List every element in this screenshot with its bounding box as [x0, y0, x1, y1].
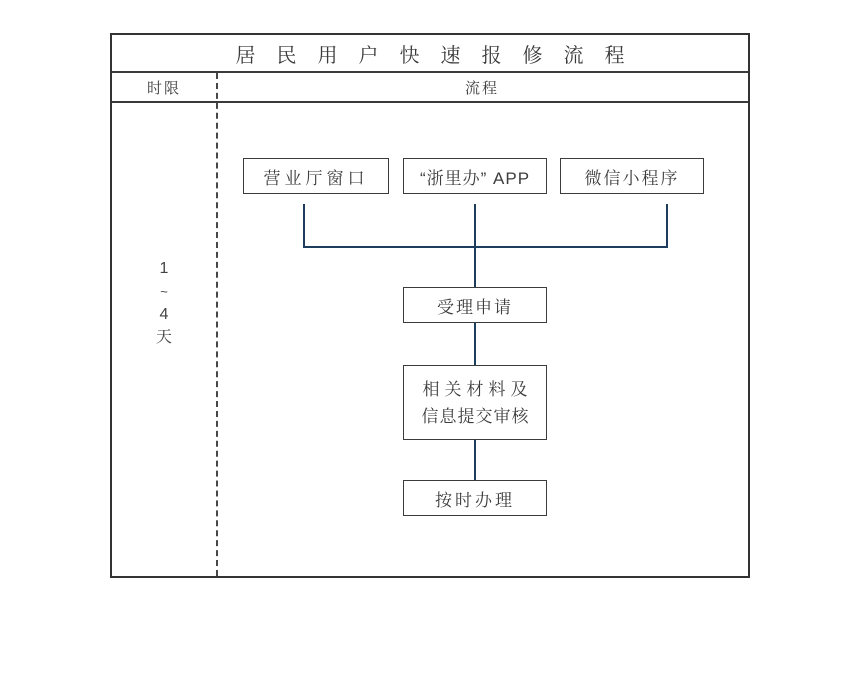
column-header-process: 流程 — [464, 79, 499, 97]
time-limit-value — [112, 257, 216, 349]
channel-box-wechat-miniprogram: 微信小程序 — [560, 158, 704, 194]
time-limit-tilde: ~ — [160, 284, 168, 299]
column-divider-dashed-line — [216, 73, 218, 576]
connector-stub-business-hall — [303, 204, 305, 248]
connector-stub-zheliban-app — [474, 204, 476, 248]
connector-to-timely — [474, 440, 476, 480]
time-limit-line-1: 1 — [159, 260, 169, 277]
title-row — [112, 35, 748, 73]
time-limit-line-4: 4 — [159, 306, 169, 323]
header-row — [112, 73, 748, 103]
step-materials-review-line1: 相关材料及 — [422, 379, 533, 399]
step-box-materials-review — [403, 365, 547, 440]
channel-box-zheliban-app: “浙里办” APP — [403, 158, 547, 194]
chart-title: 居民用户快速报修流程 — [235, 44, 646, 67]
connector-to-accept — [474, 246, 476, 287]
step-materials-review-line2: 信息提交审核 — [421, 406, 530, 426]
flowchart-frame — [110, 33, 750, 578]
connector-merge-line — [303, 246, 668, 248]
connector-stub-wechat-miniprogram — [666, 204, 668, 248]
connector-to-review — [474, 323, 476, 365]
column-header-time-limit: 时限 — [146, 79, 181, 97]
time-limit-line-day: 天 — [155, 329, 172, 346]
step-box-accept-application: 受理申请 — [403, 287, 547, 323]
step-box-timely-processing: 按时办理 — [403, 480, 547, 516]
channel-box-business-hall: 营业厅窗口 — [243, 158, 389, 194]
